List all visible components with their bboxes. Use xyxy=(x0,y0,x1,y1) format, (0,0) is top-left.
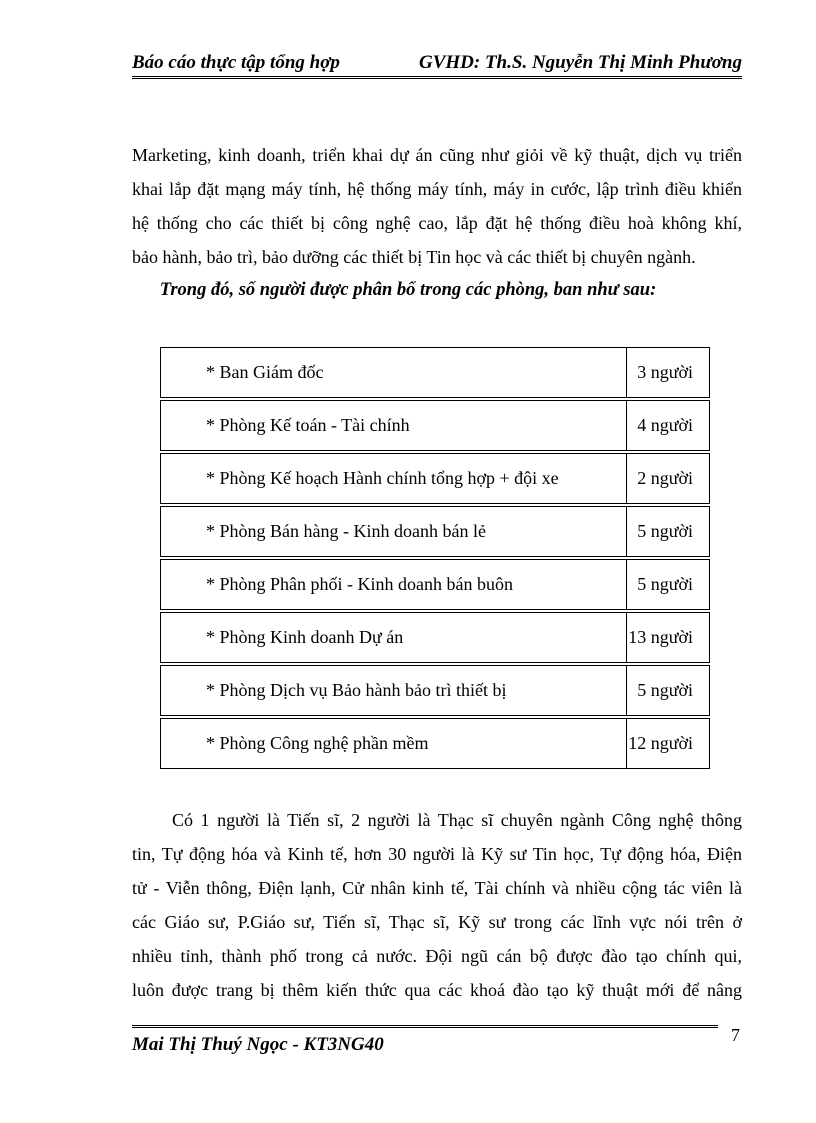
paragraph-line: luôn được trang bị thêm kiến thức qua các khoá đào tạo kỹ thuật mới để nâng xyxy=(132,980,742,1000)
department-cell: * Phòng Công nghệ phần mềm xyxy=(161,717,627,769)
headcount-cell: 5 người xyxy=(627,558,710,611)
paragraph-line: Marketing, kinh doanh, triển khai dự án cũng như giỏi về kỹ thuật, dịch vụ triển xyxy=(132,145,742,165)
department-cell: * Phòng Dịch vụ Bảo hành bảo trì thiết bị xyxy=(161,664,627,717)
headcount-cell: 13 người xyxy=(627,611,710,664)
table-row xyxy=(161,452,710,505)
headcount-cell: 5 người xyxy=(627,505,710,558)
department-cell: * Phòng Kinh doanh Dự án xyxy=(161,611,627,664)
paragraph-line: khai lắp đặt mạng máy tính, hệ thống máy tính, máy in cước, lập trình điều khiển xyxy=(132,179,742,199)
table-row xyxy=(161,558,710,611)
header-rule xyxy=(132,76,742,79)
paragraph-line: Có 1 người là Tiến sĩ, 2 người là Thạc sĩ chuyên ngành Công nghệ thông xyxy=(172,810,742,830)
headcount-cell: 2 người xyxy=(627,452,710,505)
paragraph-line: các Giáo sư, P.Giáo sư, Tiến sĩ, Thạc sĩ, Kỹ sư trong các lĩnh vực nói trên ở xyxy=(132,912,742,932)
supervisor-name: GVHD: Th.S. Nguyễn Thị Minh Phương xyxy=(418,52,742,73)
headcount-cell: 4 người xyxy=(627,399,710,452)
table-row xyxy=(161,348,710,400)
department-cell: * Ban Giám đốc xyxy=(161,348,627,400)
paragraph-line: tử - Viễn thông, Điện lạnh, Cử nhân kinh tế, Tài chính và nhiều cộng tác viên là xyxy=(132,878,742,898)
table-row xyxy=(161,717,710,769)
table-row xyxy=(161,399,710,452)
headcount-cell: 12 người xyxy=(627,717,710,769)
paragraph-line: hệ thống cho các thiết bị công nghệ cao, lắp đặt hệ thống điều hoà không khí, xyxy=(132,213,742,233)
paragraph-line: bảo hành, bảo trì, bảo dưỡng các thiết bị Tin học và các thiết bị chuyên ngành. xyxy=(132,247,696,267)
table-caption: Trong đó, số người được phân bổ trong các phòng, ban như sau: xyxy=(159,280,657,300)
table-row xyxy=(161,505,710,558)
department-cell: * Phòng Bán hàng - Kinh doanh bán lẻ xyxy=(161,505,627,558)
headcount-cell: 5 người xyxy=(627,664,710,717)
table-row xyxy=(161,611,710,664)
table-row xyxy=(161,664,710,717)
report-title: Báo cáo thực tập tổng hợp xyxy=(132,52,340,73)
department-cell: * Phòng Phân phối - Kinh doanh bán buôn xyxy=(161,558,627,611)
paragraph-line: nhiều tỉnh, thành phố trong cả nước. Đội ngũ cán bộ được đào tạo chính qui, xyxy=(132,946,742,966)
author-name: Mai Thị Thuý Ngọc - KT3NG40 xyxy=(132,1034,384,1055)
paragraph-2 xyxy=(132,803,742,1007)
staff-allocation-table xyxy=(160,347,710,769)
paragraph-line: tin, Tự động hóa và Kinh tế, hơn 30 người là Kỹ sư Tin học, Tự động hóa, Điện xyxy=(132,844,742,864)
headcount-cell: 3 người xyxy=(627,348,710,400)
footer-rule xyxy=(132,1025,718,1028)
department-cell: * Phòng Kế toán - Tài chính xyxy=(161,399,627,452)
page-number: 7 xyxy=(731,1025,740,1045)
page-header xyxy=(132,50,742,80)
paragraph-1 xyxy=(132,138,742,274)
department-cell: * Phòng Kế hoạch Hành chính tổng hợp + đội xe xyxy=(161,452,627,505)
